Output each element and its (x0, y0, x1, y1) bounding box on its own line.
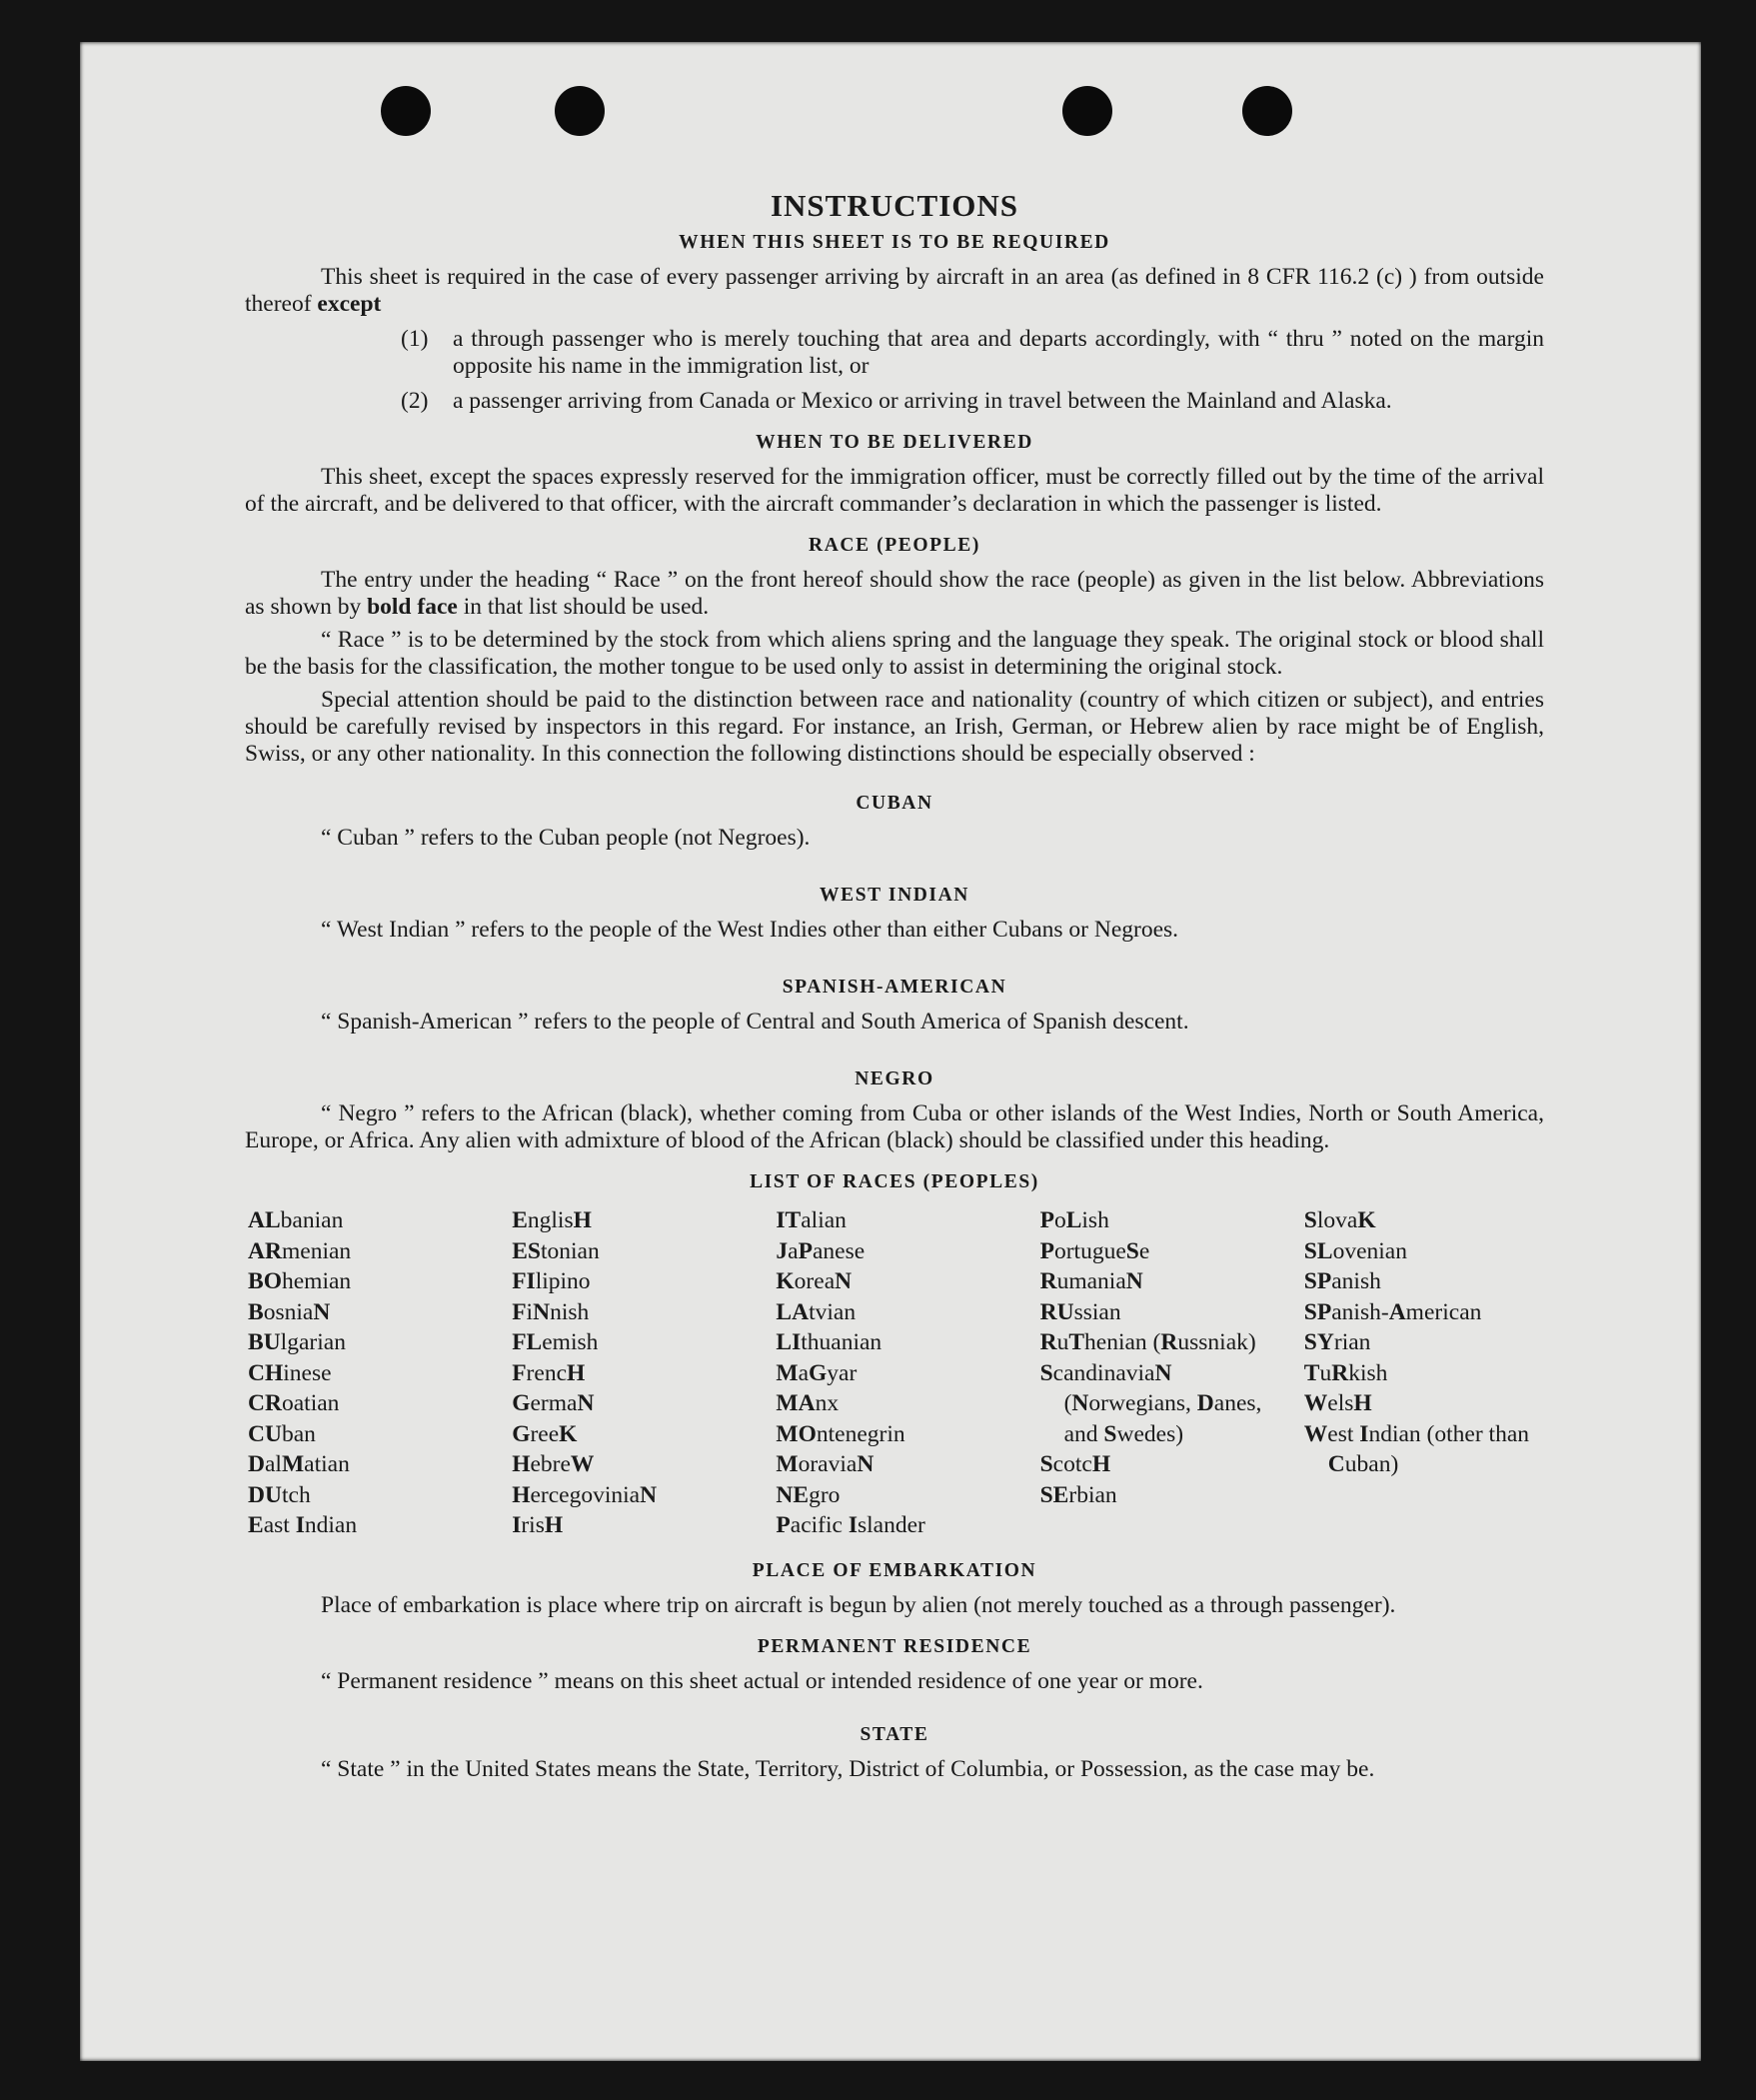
when-delivered-text: This sheet, except the spaces expressly reserved for the immigration officer, must be correctly filled out by the time of the arrival of the aircraft, and be delivered to that officer, with the aircraft commander’s declaration in which the passenger is listed. (245, 464, 1544, 517)
race-item: GermaN (512, 1390, 595, 1416)
race-item: RUssian (1039, 1298, 1121, 1325)
section-heading-when-delivered: WHEN TO BE DELIVERED (756, 432, 1033, 453)
race-item: IrisH (512, 1512, 564, 1538)
race-item: WelsH (1303, 1390, 1372, 1416)
punch-hole (381, 86, 431, 136)
race-item: ALbanian (248, 1207, 344, 1233)
spanish-american-text: “ Spanish-American ” refers to the people of Central and South America of Spanish descent. (321, 1009, 1189, 1035)
exception-item: (1) a through passenger who is merely touching that area and departs accordingly, with “ thru ” noted on the margin opposite his name in the immigration list, or (401, 326, 1544, 379)
west-indian-text: “ West Indian ” refers to the people of the West Indies other than either Cubans or Negroes. (321, 917, 1179, 943)
race-item: SYrian (1303, 1329, 1371, 1355)
race-paragraph-2: “ Race ” is to be determined by the stock from which aliens spring and the language they speak. The original stock or blood shall be the basis for the classification, the mother tongue to be used only to assist in determining the original stock. (245, 627, 1544, 680)
race-item: Pacific Islander (776, 1512, 925, 1538)
race-paragraph-3: Special attention should be paid to the distinction between race and nationality (country of which citizen or subject), and entries should be carefully revised by inspectors in this regard. For instance, an Irish, German, or Hebrew alien by race might be of English, Swiss, or any other nationality. In this connection the following distinctions should be especially observed : (245, 687, 1544, 767)
section-heading-race: RACE (PEOPLE) (809, 535, 980, 556)
race-item: FrencH (512, 1359, 586, 1386)
race-item: JaPanese (776, 1237, 866, 1264)
section-heading-when-required: WHEN THIS SHEET IS TO BE REQUIRED (679, 232, 1110, 253)
race-item: PortugueSe (1039, 1237, 1150, 1264)
race-item: BUlgarian (248, 1329, 346, 1355)
document-sheet (80, 42, 1701, 2061)
section-heading-spanish-american: SPANISH-AMERICAN (782, 977, 1007, 998)
race-item: NEgro (776, 1481, 841, 1508)
page-title: INSTRUCTIONS (770, 188, 1018, 223)
race-item: SPanish (1303, 1268, 1381, 1294)
state-text: “ State ” in the United States means the State, Territory, District of Columbia, or Possession, as the case may be. (321, 1755, 1375, 1782)
race-item: EStonian (512, 1237, 600, 1264)
race-column (1304, 1205, 1544, 1541)
exception-item: (2) a passenger arriving from Canada or Mexico or arriving in travel between the Mainland and Alaska. (401, 388, 1392, 414)
race-item: SPanish-American (1303, 1298, 1482, 1325)
race-column (248, 1205, 488, 1541)
race-item: ARmenian (248, 1237, 352, 1264)
race-item: HebreW (512, 1451, 595, 1477)
race-item: MaGyar (776, 1359, 858, 1386)
race-item: EnglisH (512, 1207, 592, 1233)
section-heading-permanent-residence: PERMANENT RESIDENCE (757, 1635, 1032, 1657)
race-item: BosniaN (248, 1298, 331, 1325)
section-heading-negro: NEGRO (855, 1068, 934, 1089)
punch-hole (555, 86, 605, 136)
race-item: KoreaN (776, 1268, 853, 1294)
race-column (1040, 1205, 1280, 1541)
race-item: LIthuanian (776, 1329, 882, 1355)
race-item: CUban (248, 1420, 316, 1447)
race-item: East Indian (248, 1512, 358, 1538)
when-required-intro: This sheet is required in the case of every passenger arriving by aircraft in an area (as defined in 8 CFR 116.2 (c) ) from outside thereof except (245, 264, 1544, 317)
race-item: SLovenian (1303, 1237, 1407, 1264)
race-item: DUtch (248, 1481, 311, 1508)
race-item: FLemish (512, 1329, 599, 1355)
race-item: ScotcH (1039, 1451, 1111, 1477)
section-heading-cuban: CUBAN (856, 793, 933, 814)
race-item: LAtvian (776, 1298, 857, 1325)
race-column (776, 1205, 1015, 1541)
section-heading-west-indian: WEST INDIAN (820, 885, 969, 906)
cuban-text: “ Cuban ” refers to the Cuban people (not Negroes). (321, 825, 811, 851)
punch-hole (1062, 86, 1112, 136)
race-list (245, 1205, 1544, 1541)
race-item: GreeK (512, 1420, 578, 1447)
embarkation-text: Place of embarkation is place where trip on aircraft is begun by alien (not merely touched as a through passenger). (321, 1591, 1396, 1618)
race-column (512, 1205, 752, 1541)
race-item: ITalian (776, 1207, 847, 1233)
race-item: HercegoviniaN (512, 1481, 658, 1508)
race-item: MoraviaN (776, 1451, 875, 1477)
race-paragraph-1: The entry under the heading “ Race ” on the front hereof should show the race (people) as given in the list below. Abbreviations as shown by bold face in that list should be used. (245, 567, 1544, 620)
race-item: PoLish (1039, 1207, 1109, 1233)
race-item: FIlipino (512, 1268, 591, 1294)
instructions-content (245, 172, 1544, 1783)
race-item: TuRkish (1303, 1359, 1388, 1386)
race-item: ScandinaviaN (Norwegians, Danes, and Swedes) (1039, 1359, 1262, 1447)
race-item: DalMatian (248, 1451, 350, 1477)
permanent-residence-text: “ Permanent residence ” means on this sheet actual or intended residence of one year or more. (321, 1667, 1203, 1694)
race-item: MAnx (776, 1390, 840, 1416)
race-item: SlovaK (1303, 1207, 1376, 1233)
negro-text: “ Negro ” refers to the African (black), whether coming from Cuba or other islands of the West Indies, North or South America, Europe, or Africa. Any alien with admixture of blood of the African (black) should be classified under this heading. (245, 1100, 1544, 1153)
punch-hole (1242, 86, 1292, 136)
race-item: RumaniaN (1039, 1268, 1143, 1294)
race-item: RuThenian (Russniak) (1039, 1329, 1256, 1355)
race-item: MOntenegrin (776, 1420, 905, 1447)
race-item: BOhemian (248, 1268, 352, 1294)
race-item: FiNnish (512, 1298, 590, 1325)
race-item: West Indian (other than Cuban) (1303, 1420, 1530, 1477)
section-heading-embarkation: PLACE OF EMBARKATION (752, 1559, 1037, 1581)
race-item: SErbian (1039, 1481, 1117, 1508)
race-item: CRoatian (248, 1390, 340, 1416)
section-heading-state: STATE (860, 1723, 929, 1745)
section-heading-list-of-races: LIST OF RACES (PEOPLES) (750, 1171, 1039, 1192)
race-item: CHinese (248, 1359, 332, 1386)
